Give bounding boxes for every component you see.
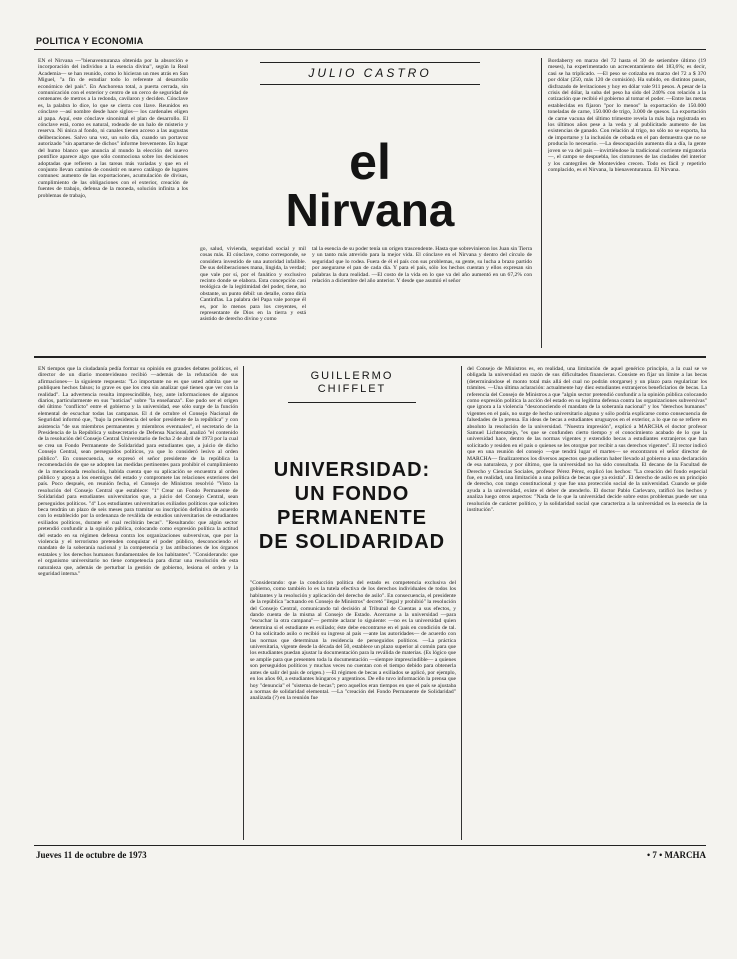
article2-title-line4: DE SOLIDARIDAD [258,531,446,553]
footer-page: • 7 • MARCHA [646,850,706,860]
article1-header [200,62,540,80]
article1-author-rule-top [260,62,480,63]
footer-rule [34,845,706,846]
article2-col2-text: "Considerando: que la conducción política del estado es competencia exclusiva del gobierno, como también lo es la tutela efectiva de los derechos individuales de todos los habitantes y la resolución y aplicación del derecho de asilo". En consecuencia, el presidente de la república "actuando en Consejo de Ministros" decretó "ilegal y prohibió" la resolución del Consejo Central, comunicando tal decisión al Tribunal de Cuentas a sus efectos, y dando cuenta de la misma al Consejo de Estado. Acercarse a la universidad —para "escuchar la otra campana"— permite aclarar lo siguiente: —no es la universidad quien determina si el estudiante es exiliado; éste debe encontrarse en el país en condición de tal. O ha solicitado asilo o recibió su ingreso al país —ante las autoridades— de acuerdo con las normas que determinan la residencia de perseguidos políticos. —La práctica universitaria, vigente desde la década del 50, establece un plazo superior al común para que los estudiantes puedan ajustar la documentación para la reválida de materias. (Es lógico que se amplíe para que presenten toda la documentación —siempre imprescindible— a quienes son perseguidos políticos y muchas veces no cuentan con el tiempo debido para obtenerla antes de salir del país de origen.) —El régimen de becas a exiliados se aplicó, por ejemplo, en los años 60, a estudiantes húngaros y argentinos. De ello tuvo información la prensa que hoy "denuncia" el "sistema de becas"; pero aquellos eran tiempos en que el país se ajustaba a normas de solidaridad elemental. —La "creación del Fondo Permanente de Solidaridad" analizada (?) en la reunión fue [250,580,456,702]
article2-title-line1: UNIVERSIDAD: [273,459,431,481]
article2-column-2 [250,580,456,840]
article1-title-line2: Nirvana [285,184,455,236]
article2-column-3 [467,366,707,840]
article2-header [248,370,456,570]
article1-column-divider [541,58,542,348]
article1-column-1 [38,58,188,348]
top-rule [34,49,706,50]
article1-column-4 [548,58,706,348]
article1-title-line1: el [349,134,391,190]
article1-col1-text: EN el Nirvana —"bienaventuranza obtenida por la absorción e incorporación del individuo a la esencia divina", según la Real Academia— se han reunido, como lo hicieran un mes atrás en San Miguel, "a fin de estudiar todo lo referente al desarrollo económico del país". En Anchorena total, a puerta cerrada, sin comunicación con el exterior y centro de un cerco de seguridad de centenares de metros a la redonda, cavilaron y deciden. Cónclave es, la palabra lo dice, lo que se cierra con llave. Reunidos en cónclave —así nombre desde hace siglos— los cardenales eligen al papa. Aquí, este cónclave sinonimal el plan de desarrollo. El cónclave está, como es natural, rodeado de un halo de misterio y reserva. Ni única al fondo, ni canales tienen acceso a las augustas deliberaciones. Salvo una vez, un solo día, cuando un portavoz autorizado "sin apartarse de dichos" informe brevemente. En lugar del humo blanco que anuncia al mundo la elección del nuevo pontífice aparece algo que sólo conmociona sobre los decisiones adoptadas que refieren a las tareas más variadas y que en el conjunto llevan camino de consistir en nuevo catálogo de lugares comunes: aumento de las exportaciones, acumulación de divisas, cumplimiento de las obligaciones con el exterior, creación de fuentes de trabajo, defensa de la moneda, solución infinita a los problemas de trabajo, [38,58,188,199]
article2-author-line1: GUILLERMO [310,370,394,382]
footer-date: Jueves 11 de octubre de 1973 [36,850,147,860]
article1-author: JULIO CASTRO [308,66,432,80]
article1-column-2 [200,246,306,348]
article2-author-rule [288,402,416,403]
article1-col3-text: tal la esencia de su poder tenía un origen trascendente. Hasta que sobrevinieron los Juan sin Tierra y un tanto más atrevido para la mejor vida. El cónclave en el Nirvana y dentro del círculo de seguridad que lo rodea. Fuera de él el país con sus problemas, su gente, su lucha a brazo partido por asegurarse el pan de cada día. Y para el país, sólo los hechos cuentan y ellos expresan sin palabras la dura realidad. —El costo de la vida en lo que va del año aumentó en un 67,2% con relación a diciembre del año anterior. Y desde que asumió el señor [312,246,532,285]
article2-title-line3: PERMANENTE [276,507,427,529]
article1-col2-text: go, salud, vivienda, seguridad social y mil cosas más. El cónclave, como corresponde, se considera investido de una autoridad infalible. De sus deliberaciones mana, lingida, la verdad; que vale por sí, por el fanático y exclusivo recinto donde se elabora. Esta concepción casi teológica de la legitimidad del poder, tiene, no obstante, un punto débil: un detalle, como diría Cantinflas. La palabra del Papa vale porque él es, por lo menos para los creyentes, el representante de Dios en la tierra y está asistido de derecho divino y como [200,246,306,323]
section-heading: POLITICA Y ECONOMIA [36,36,144,46]
article2-col1-text: EN tiempos que la ciudadanía pedía formar su opinión en grandes debates políticos, el director de un diario montevideano recibió —además de la refutación de sus afirmaciones— la siguiente respuesta: "Lo importante no es que usted admita que se publiquen hechos falsos; lo grave es que los crea sin analizar qué tienen que ver con la realidad". La advertencia resulta imprescindible, hoy, ante informaciones de algunos diarios, particularmente en sus "noticias" sobre "la enseñanza". Ese pudo ser el origen del último "conflicto" entre el gobierno y la universidad, ese sólo surge de la función elemental de escuchar todas las campanas. El 4 de octubre el Consejo Nacional de Seguridad informó que, "bajo la presidencia del señor presidente de la república" y con asistencia "de sus miembros permanentes y miembros eventuales", el secretario de la Presidencia de la República y subsecretario de Defensa Nacional, analizó "el contenido de la resolución del Consejo Central Universitario de fecha 2 de abril de 1973 por la cual se crea un Fondo Permanente de Solidaridad para estudiantes que, a juicio de dicho Consejo Central, sean perseguidos políticos, ya que lo consideró lesivo al orden público". En consecuencia, se expresó el señor presidente de la república la recomendación de que se adopten las medidas pertinentes para prohibir el cumplimiento de la mencionada resolución, habida cuenta que su aplicación se encuentra al orden público y apoya a los enemigos del estado y compromete las relaciones exteriores del país. Poco después, en reunión fecha, el Consejo de Ministros resolvió "Visto la resolución del Consejo Central que establece: "1º Crear un Fondo Permanente de Solidaridad para estudiantes universitarios que, a juicio del Consejo Central, sean perseguidos políticos. "4º Los estudiantes universitarios exiliados políticos que soliciten beca tendrán un plazo de seis meses para tramitar su inscripción definitiva de acuerdo con lo establecido por la ordenanza de reválida de estudios universitarios de estudiantes exiliados políticos, durante el cual recibirán becas". "Resultando: que algún sector pretendió confundir a la opinión pública, colocando como expresión política la actitud del estado en su régimen defensa contra los organizaciones subversivas, que por la violencia y el terrorismo pretenden conquistar el poder público, desconociendo el mandato de la soberanía nacional y la competencia y las atribuciones de los órganos estatales y los derechos humanos fundamentales de los habitantes". "Considerando: que el organismo universitario no tiene competencia para dictar una resolución de esta naturaleza que, además de perturbar la gestión de gobierno, lesiona el orden y la seguridad interna." [38,366,238,577]
article2-divider-right [461,366,462,840]
article2-col3-text: del Consejo de Ministros es, en realidad, una limitación de aquel genérico principio, a la cual se ve obligada la universidad en razón de sus dificultades financieras. Consiste en fijar un límite a las becas (determinándose el monto total más allá del cual no podrán otorgarse) y un plazo para regularizar los trámites. —Una última aclaración: actualmente hay diez estudiantes extranjeros beneficiarios de becas. La referencia del Consejo de Ministros a que "algún sector pretendió confundir a la opinión pública colocando como expresión política la acción del estado en su legítima defensa contra las organizaciones subversivas" que ignora a la violencia "desconociendo el mandato de la soberanía nacional" y los "derechos humanos" vigentes en el país, no surge de hecho universitario alguno y sólo podría explicarse como consecuencia de falsedades de la prensa. En ideas de becas a estudiantes uruguayos en el exterior, a lo que no se refiere en absoluto la resolución de la universidad. "Nuestra impresión", explicó a MARCHA el doctor profesor Samuel Lichtensztejn, "es que se confunden cierto tiempo y el conocimiento acabado de lo que la universidad hace, dentro de las normas vigentes y extendido becas a estudiantes extranjeros que han solicitado y residen en el país o quienes se les otorgue por recibir a sus derechos vigentes". El rector indicó que en una reunión del consejo —que tendrá lugar el martes— se encontraron el señor director de MARCHA— finalizaremos los diversos aspectos que pudieran haber llevado al gobierno a una declaración de esa naturaleza, y por último, que la universidad no ha sido consultada. El decano de la Facultad de Derecho y Ciencias Sociales, profesor Pérez Pérez, explicó los hechos: "La creación del fondo especial fue, en realidad, una limitación a una política de becas que ya existía". El derecho de asilo es un principio de derecho, con rango constitucional y que fue una protección social de la universidad. Cuando se pide ayuda a la universidad, existe el deber de atenderlo. El doctor Pablo Carlevaro, ratificó los hechos y analiza luego otros aspectos: "Nada de lo que la universidad decide sobre estos problemas puede ser una resolución de carácter político, y la solidaridad social que caracteriza a la universidad es la esencia de la institución". [467,366,707,513]
article1-column-3 [312,246,532,348]
article-separator-rule [34,356,706,358]
article1-col4-text: Bordaberry en marzo del 72 hasta el 30 de setiembre último (19 meses), ha experimentado un acrecentamiento del 183,6%; es decir, casi se ha triplicado. —El peso se cotizaba en marzo del 72 a $ 370 por dólar (250, más 120 de comisión). Ha subido, en distintos pasos, disfrazado de levitaciones y hoy en dólar vale 911 pesos. A pesar de la crisis del dólar, la suba del peso ha sido del 240% con relación a la cotización que recibió el gobierno al tomar el poder. —Entre las metas establecidas en fijaron "por lo menos" la exportación de 150.000 toneladas de carne, 150.000 de trigo, 3.000 de quesos. La exportación de carne vacuna del último trimestre revela la más baja registrada en los últimos años pese a la veda y al publicitado aumento de las existencias de ganado. Con relación al trigo, no sólo no se exporta, ha de importarse y la inclusión de cebada en el pan demuestra que no se producía lo necesario. —La desocupación aumenta día a día, la gente joven se va del país —invirtiéndose la tradicional corriente migratoria—, el campo se despuebla, los cinturones de las ciudades del interior y los cantegriles de Montevideo crecen. Todo es fácil y repetirlo complacido, es el Nirvana, la bienaventuranza. El Nirvana. [548,58,706,173]
article1-author-rule-bottom [260,84,480,85]
article2-title-line2: UN FONDO [294,483,410,505]
article2-author-line2: CHIFFLET [317,383,387,395]
article2-divider-left [243,366,244,840]
article2-column-1 [38,366,238,840]
